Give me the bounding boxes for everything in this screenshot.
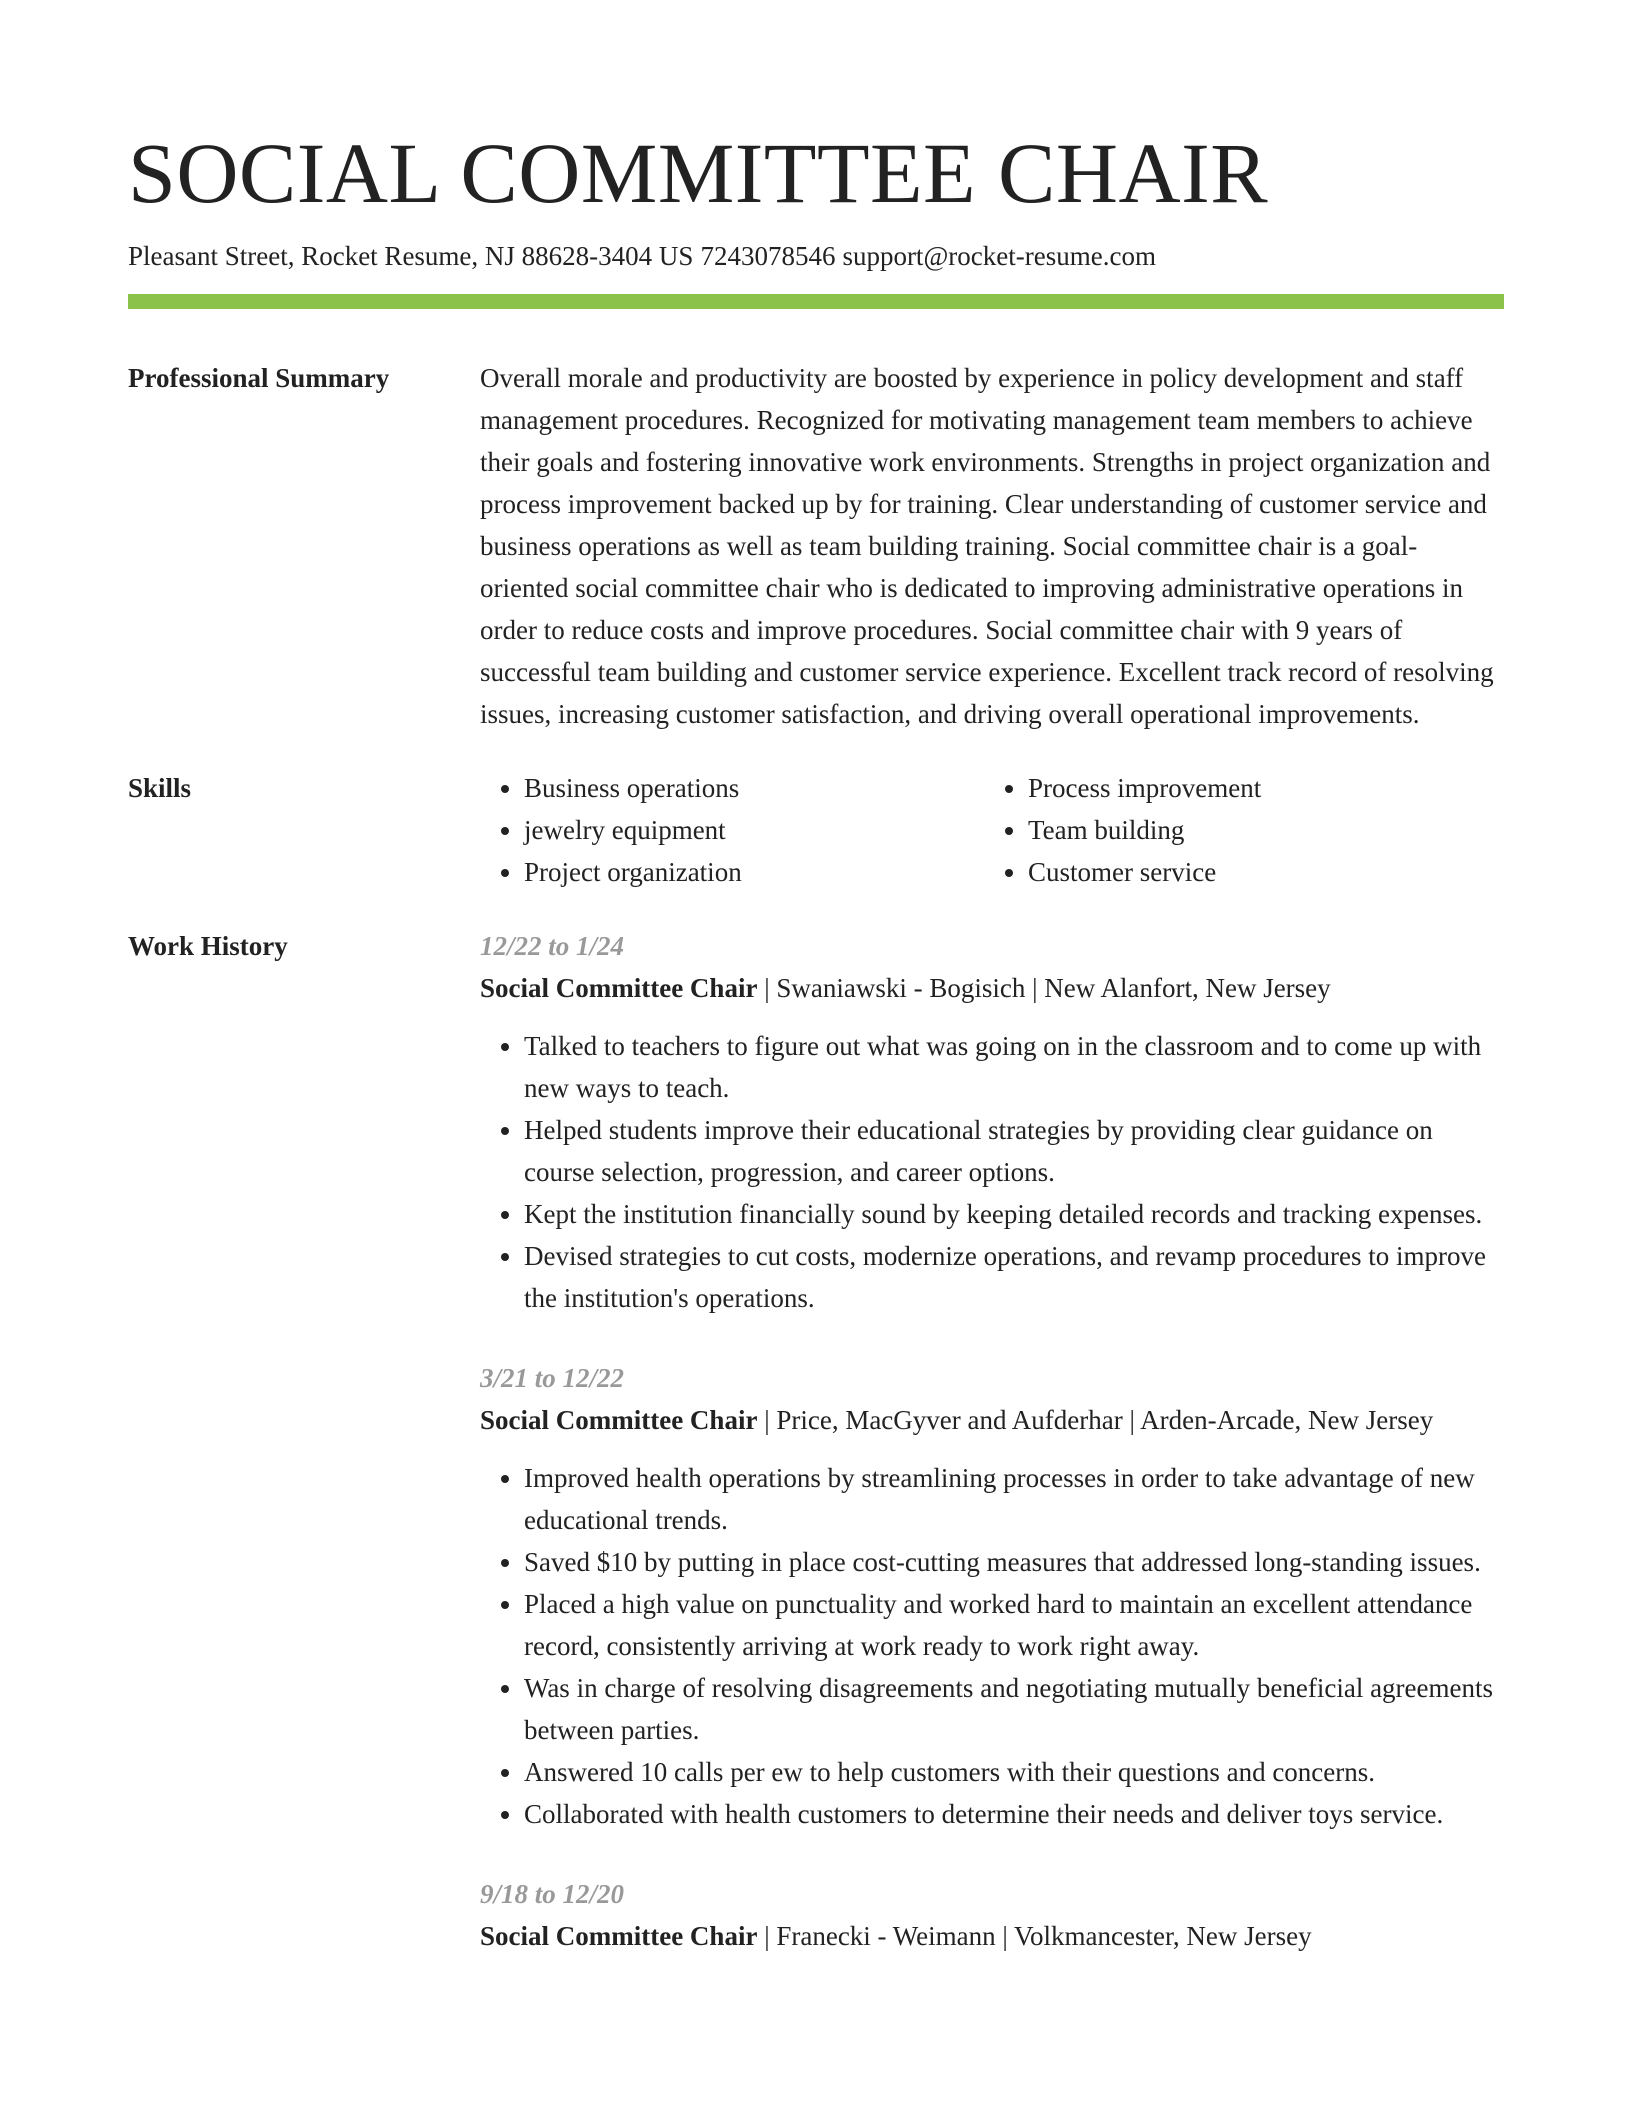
- job-bullet: • Saved $10 by putting in place cost-cutting measures that addressed long-standing issues.: [524, 1541, 1504, 1583]
- job-bullet: • Improved health operations by streamlining processes in order to take advantage of new educational trends.: [524, 1457, 1504, 1541]
- job-title: Social Committee Chair: [480, 1921, 758, 1952]
- job-location: New Alanfort, New Jersey: [1044, 973, 1331, 1004]
- contact-line: [128, 240, 1504, 272]
- job-bullet: • Helped students improve their educational strategies by providing clear guidance on course selection, progression, and career options.: [524, 1109, 1504, 1193]
- skill-item: • Process improvement: [1028, 767, 1261, 809]
- job-location: Arden-Arcade, New Jersey: [1140, 1405, 1434, 1436]
- job-dates: 9/18 to 12/20: [480, 1879, 625, 1910]
- skills-section: [128, 767, 1504, 893]
- job-entry: [480, 1873, 1504, 1957]
- skill-item: • Team building: [1028, 809, 1261, 851]
- summary-heading: Professional Summary: [128, 363, 390, 394]
- job-location: Volkmancester, New Jersey: [1014, 1921, 1312, 1952]
- job-header: Social Committee Chair | Franecki - Weimann | Volkmancester, New Jersey: [480, 1921, 1312, 1952]
- job-title: Social Committee Chair: [480, 1405, 758, 1436]
- job-bullet: • Was in charge of resolving disagreements and negotiating mutually beneficial agreements between parties.: [524, 1667, 1504, 1751]
- job-bullet: • Answered 10 calls per ew to help customers with their questions and concerns.: [524, 1751, 1504, 1793]
- job-dates: 12/22 to 1/24: [480, 931, 625, 962]
- work-history-heading: Work History: [128, 931, 288, 962]
- contact-phone: 7243078546: [700, 241, 836, 271]
- summary-text: Overall morale and productivity are boosted by experience in policy development and staff management procedures. Recognized for motivating management team members to achieve their goals and fostering innovative work environments. Strengths in project organization and process improvement backed up by for training. Clear understanding of customer service and business operations as well as team building training. Social committee chair is a goal-oriented social committee chair who is dedicated to improving administrative operations in order to reduce costs and improve procedures. Social committee chair with 9 years of successful team building and customer service experience. Excellent track record of resolving issues, increasing customer satisfaction, and driving overall operational improvements.: [480, 363, 1494, 730]
- skill-item: • Project organization: [524, 851, 984, 893]
- job-bullet: • Talked to teachers to figure out what was going on in the classroom and to come up with new ways to teach.: [524, 1025, 1504, 1109]
- job-dates: 3/21 to 12/22: [480, 1363, 625, 1394]
- skills-list-left: [480, 767, 984, 893]
- skill-item: • Customer service: [1028, 851, 1261, 893]
- skill-item: • jewelry equipment: [524, 809, 984, 851]
- job-header: Social Committee Chair | Swaniawski - Bogisich | New Alanfort, New Jersey: [480, 973, 1331, 1004]
- job-bullets: [480, 1457, 1504, 1835]
- job-title: Social Committee Chair: [480, 973, 758, 1004]
- job-entry: [480, 1357, 1504, 1835]
- header-divider: [128, 294, 1504, 309]
- job-bullet: • Placed a high value on punctuality and worked hard to maintain an excellent attendance record, consistently arriving at work ready to work right away.: [524, 1583, 1504, 1667]
- job-header: Social Committee Chair | Price, MacGyver and Aufderhar | Arden-Arcade, New Jersey: [480, 1405, 1434, 1436]
- page-title: SOCIAL COMMITTEE CHAIR: [128, 125, 1269, 221]
- job-entry: [480, 925, 1504, 1319]
- job-company: Swaniawski - Bogisich: [776, 973, 1026, 1004]
- job-bullet: • Devised strategies to cut costs, modernize operations, and revamp procedures to improve the institution's operations.: [524, 1235, 1504, 1319]
- contact-address: Pleasant Street, Rocket Resume, NJ 88628-3404 US: [128, 241, 694, 271]
- job-bullet: • Collaborated with health customers to determine their needs and deliver toys service.: [524, 1793, 1504, 1835]
- job-bullets: [480, 1025, 1504, 1319]
- skills-heading: Skills: [128, 773, 192, 804]
- job-bullet: • Kept the institution financially sound by keeping detailed records and tracking expenses.: [524, 1193, 1504, 1235]
- skills-list-right: [984, 767, 1261, 893]
- summary-section: [128, 357, 1504, 735]
- skill-item: • Business operations: [524, 767, 984, 809]
- job-company: Price, MacGyver and Aufderhar: [776, 1405, 1123, 1436]
- work-history-section: [128, 925, 1504, 1957]
- job-company: Franecki - Weimann: [776, 1921, 996, 1952]
- contact-email: support@rocket-resume.com: [842, 241, 1156, 271]
